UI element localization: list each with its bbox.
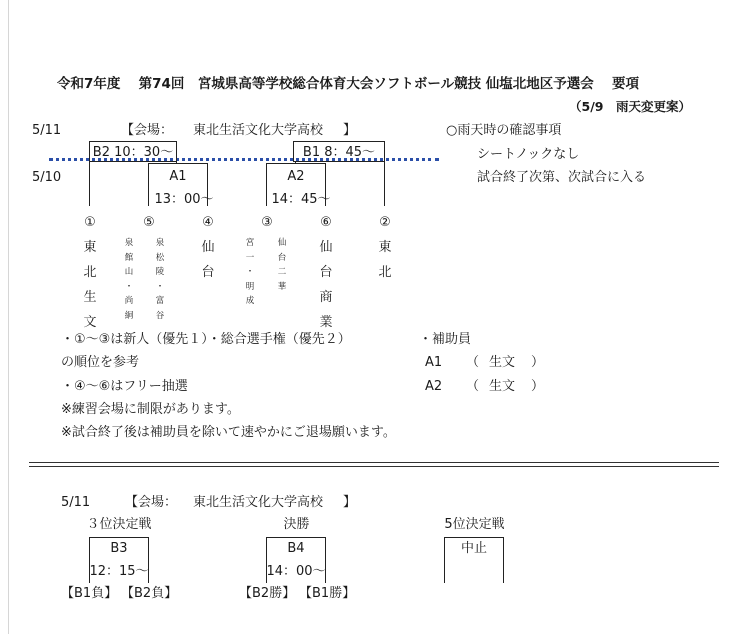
assistant-row-a2-open: （ [466, 379, 480, 394]
bracket-line [444, 537, 504, 538]
fifth-place-status: 中止 [460, 541, 487, 556]
assistant-row-a2-game: A2 [425, 379, 443, 394]
section-separator [29, 466, 719, 467]
upper-date-1: 5/11 [32, 123, 62, 138]
fifth-place-title: 5位決定戦 [444, 517, 505, 532]
team-tohoku-seibun: 東 北 生 文 [83, 240, 97, 330]
seed-1: ① [84, 215, 96, 230]
lower-venue-label: 【会場： [125, 495, 178, 510]
lower-venue-close: 】 [343, 495, 357, 510]
note-line-2: の順位を参考 [61, 355, 140, 370]
lower-date: 5/11 [61, 495, 91, 510]
bracket-line [89, 537, 149, 538]
team-izumi-tateyama-shokei: 泉 館 山 ・ 尚 絅 [124, 238, 134, 321]
final-right-team: 【B1勝】 [299, 586, 356, 601]
rain-item-1: シートノックなし [477, 147, 580, 162]
lower-venue-name: 東北生活文化大学高校 [193, 495, 324, 510]
revision-note: （5/9 雨天変更案） [569, 99, 691, 114]
assistant-row-a1-game: A1 [425, 355, 443, 370]
match-b2-label: B2 10：30〜 [92, 145, 174, 160]
seed-3: ③ [261, 215, 273, 230]
team-sendai-shogyo: 仙 台 商 業 [319, 240, 333, 330]
final-left-team: 【B2勝】 [239, 586, 296, 601]
document-title: 令和7年度 第74回 宮城県高等学校総合体育大会ソフトボール競技 仙塩北地区予選会 要項 [57, 76, 640, 92]
bracket-line [89, 161, 90, 206]
third-place-title: ３位決定戦 [86, 517, 152, 532]
rain-item-2: 試合終了次第、次試合に入る [477, 170, 647, 185]
team-sendai-nika: 仙 台 二 華 [277, 238, 287, 292]
bracket-line [266, 537, 326, 538]
upper-venue-close: 】 [343, 123, 357, 138]
match-a1-name: A1 [169, 169, 187, 184]
seed-5: ⑤ [143, 215, 155, 230]
document-page [8, 0, 750, 634]
upper-venue-name: 東北生活文化大学高校 [193, 123, 324, 138]
assistant-row-a1-close: ） [531, 355, 545, 370]
match-a2-name: A2 [287, 169, 305, 184]
rain-header: ○雨天時の確認事項 [446, 123, 562, 138]
match-b3-name: B3 [110, 541, 128, 556]
assistant-row-a2-close: ） [531, 379, 545, 394]
bracket-line [384, 161, 385, 206]
note-line-5: ※試合終了後は補助員を除いて速やかにご退場願います。 [61, 425, 396, 440]
assistant-row-a1-open: （ [466, 355, 480, 370]
bracket-line [295, 161, 296, 163]
match-b4-time: 14：00〜 [266, 564, 326, 579]
team-miyaichi-meisei: 宮 一 ・ 明 成 [245, 238, 255, 306]
upper-venue-label: 【会場： [121, 123, 174, 138]
note-line-4: ※練習会場に制限があります。 [61, 402, 240, 417]
match-a2-time: 14：45〜 [271, 192, 331, 207]
assistant-row-a2-team: 生文 [489, 379, 516, 394]
team-izumi-shoryo-tomiya: 泉 松 陵 ・ 富 谷 [155, 238, 165, 321]
seed-4: ④ [202, 215, 214, 230]
section-separator [29, 462, 719, 463]
assistants-header: ・補助員 [419, 332, 472, 347]
note-line-3: ・④〜⑥はフリー抽選 [61, 379, 188, 394]
bracket-line [266, 163, 326, 164]
match-b1-label: B1 8：45〜 [302, 145, 376, 160]
note-line-1: ・①〜③は新人（優先１）・総合選手権（優先２） [61, 332, 351, 347]
final-title: 決勝 [283, 517, 310, 532]
match-b3-time: 12：15〜 [89, 564, 149, 579]
seed-6: ⑥ [320, 215, 332, 230]
match-a1-time: 13：00〜 [154, 192, 214, 207]
assistant-row-a1-team: 生文 [489, 355, 516, 370]
match-b4-name: B4 [287, 541, 305, 556]
bracket-line [148, 163, 208, 164]
upper-date-2: 5/10 [32, 170, 62, 185]
team-tohoku: 東 北 [378, 240, 392, 280]
team-sendai: 仙 台 [201, 240, 215, 280]
third-left-team: 【B1負】 [61, 586, 118, 601]
seed-2: ② [379, 215, 391, 230]
third-right-team: 【B2負】 [121, 586, 178, 601]
